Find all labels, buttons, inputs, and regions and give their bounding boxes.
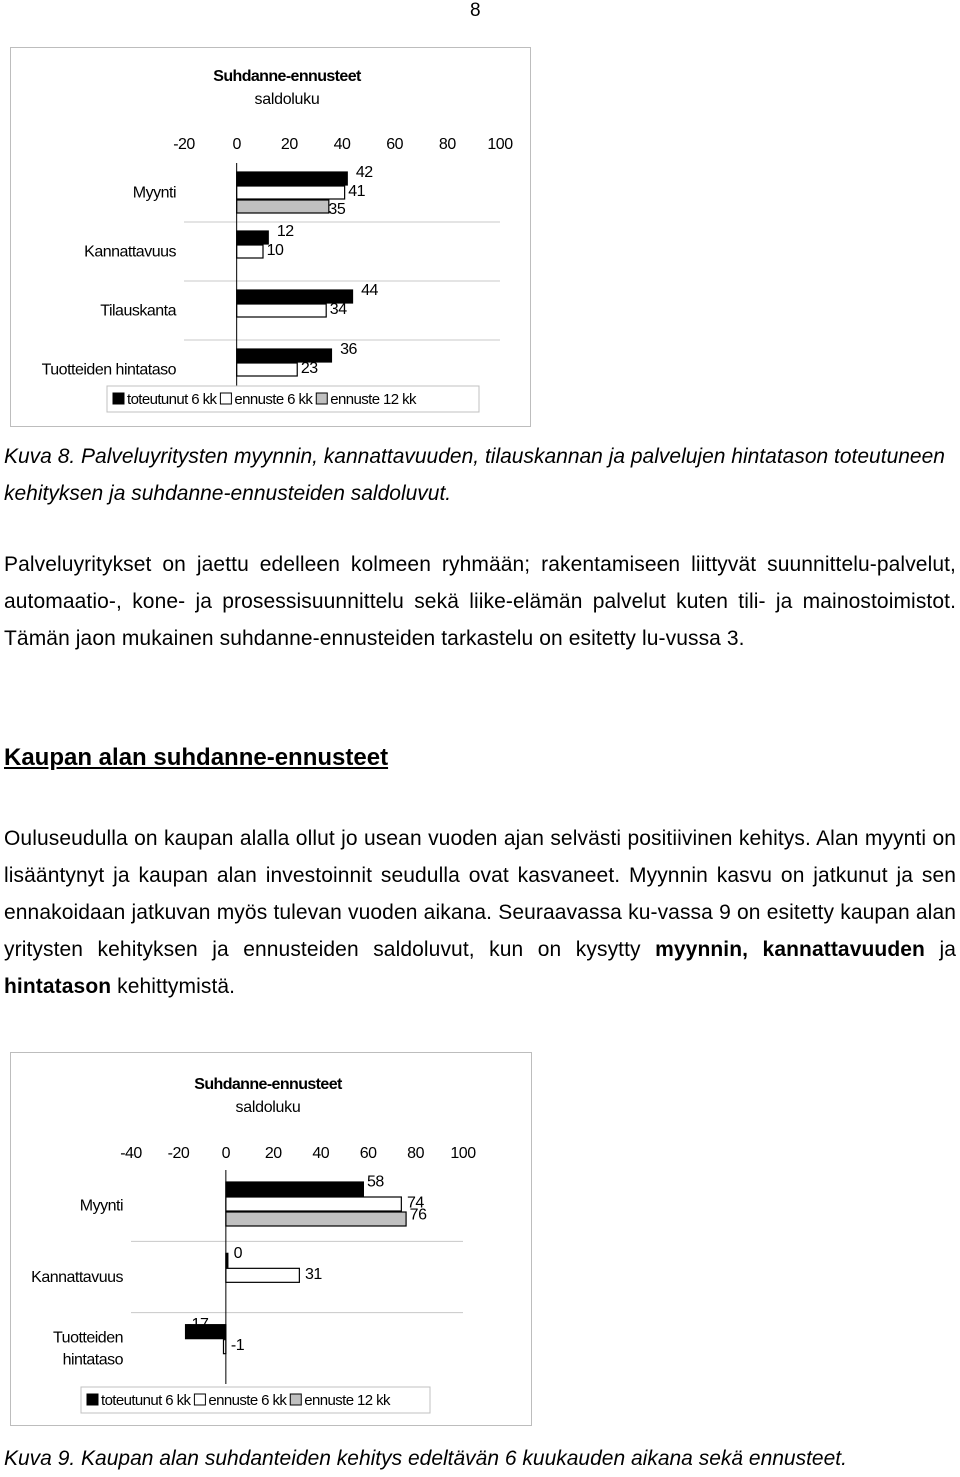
category-label: Tilauskanta <box>100 302 176 320</box>
legend-label: ennuste 6 kk <box>234 391 313 408</box>
chart-subtitle: saldoluku <box>254 91 320 108</box>
data-label: 42 <box>355 164 373 181</box>
x-tick-label: 0 <box>232 136 241 153</box>
x-tick-label: 40 <box>312 1145 330 1162</box>
paragraph-trade-end: kehittymistä. <box>111 975 236 998</box>
chart-subtitle: saldoluku <box>235 1099 301 1116</box>
legend-label: ennuste 6 kk <box>208 1392 287 1409</box>
category-label: Kannattavuus <box>31 1269 123 1286</box>
data-label: 31 <box>304 1265 322 1283</box>
x-tick-label: 20 <box>280 136 298 153</box>
chart-1-svg <box>11 48 530 426</box>
data-label: 23 <box>300 360 318 377</box>
figure-9-caption: Kuva 9. Kaupan alan suhdanteiden kehitys edeltävän 6 kuukauden aikana sekä ennusteet. <box>4 1447 847 1470</box>
category-label: Tuotteiden hintataso <box>41 361 176 379</box>
x-tick-label: 80 <box>407 1145 424 1162</box>
x-tick-label: 80 <box>438 136 456 153</box>
data-label: 34 <box>329 301 347 318</box>
paragraph-trade-mid: ja <box>924 938 956 961</box>
x-tick-label: 100 <box>450 1145 476 1162</box>
page-number: 8 <box>470 0 481 21</box>
bar-toteutunut-6-kk <box>237 172 348 185</box>
x-tick-label: 100 <box>487 136 513 153</box>
bar-ennuste-12-kk <box>237 200 329 213</box>
data-label: 10 <box>266 242 284 259</box>
x-tick-label: 40 <box>333 136 351 153</box>
x-tick-label: 60 <box>386 136 404 153</box>
data-label: 41 <box>348 183 366 200</box>
category-label: hintataso <box>62 1351 123 1369</box>
bar-toteutunut-6-kk <box>237 231 269 244</box>
x-tick-label: 60 <box>359 1145 377 1162</box>
data-label: 74 <box>406 1194 424 1212</box>
legend-label: ennuste 12 kk <box>330 391 416 408</box>
data-label: -1 <box>230 1337 245 1355</box>
legend-swatch <box>220 393 231 404</box>
data-label: 58 <box>367 1173 384 1191</box>
category-label: Myynti <box>132 184 176 202</box>
chart-1 <box>10 47 531 427</box>
chart-title: Suhdanne-ennusteet <box>213 68 361 85</box>
category-label: Kannattavuus <box>84 243 176 261</box>
chart-2-svg <box>11 1053 531 1425</box>
data-label: 76 <box>409 1206 427 1224</box>
paragraph-trade <box>4 820 956 1005</box>
legend-label: toteutunut 6 kk <box>127 391 217 408</box>
section-heading: Kaupan alan suhdanne-ennusteet <box>4 744 389 771</box>
x-tick-label: 20 <box>264 1145 282 1162</box>
chart-2 <box>10 1052 532 1426</box>
x-tick-label: -40 <box>120 1145 142 1162</box>
bar-ennuste-6-kk <box>237 304 327 317</box>
data-label: 36 <box>340 341 357 358</box>
x-tick-label: -20 <box>167 1145 190 1162</box>
x-tick-label: -20 <box>173 136 195 153</box>
paragraph-services: Palveluyritykset on jaettu edelleen kolmeen ryhmään; rakentamiseen liittyvät suunnittelu-palvelut, automaatio-, kone- ja prosessisuunnittelu sekä liike-elämän palvelut kuten tili- ja mainostoimistot. Tämän jaon mukainen suhdanne-ennusteiden tarkastelu on esitetty lu-vussa 3. <box>4 553 956 650</box>
legend-swatch <box>87 1394 98 1405</box>
legend-swatch <box>113 393 124 404</box>
data-label: 35 <box>328 201 346 218</box>
legend-swatch <box>194 1394 205 1405</box>
data-label: 12 <box>276 223 294 240</box>
category-label: Myynti <box>79 1197 123 1215</box>
bar-ennuste-6-kk <box>237 363 298 376</box>
bar-ennuste-6-kk <box>226 1197 401 1211</box>
bar-ennuste-6-kk <box>226 1268 300 1282</box>
paragraph-trade-bold2: hintatason <box>4 975 112 998</box>
legend-swatch <box>290 1394 301 1405</box>
bar-ennuste-12-kk <box>226 1212 406 1226</box>
category-label: Tuotteiden <box>52 1329 123 1347</box>
legend-label: toteutunut 6 kk <box>101 1392 191 1409</box>
data-label: -17 <box>186 1316 209 1334</box>
chart-title: Suhdanne-ennusteet <box>194 1076 342 1093</box>
legend-swatch <box>316 393 327 404</box>
figure-8-caption: Kuva 8. Palveluyritysten myynnin, kannattavuuden, tilauskannan ja palvelujen hintatason toteutuneen kehityksen ja suhdanne-ennusteiden saldoluvut. <box>4 445 945 505</box>
legend-label: ennuste 12 kk <box>304 1392 390 1409</box>
bar-toteutunut-6-kk <box>226 1182 364 1196</box>
bar-ennuste-6-kk <box>237 245 263 258</box>
x-tick-label: 0 <box>221 1145 231 1162</box>
data-label: 0 <box>233 1244 243 1262</box>
data-label: 44 <box>361 282 378 299</box>
paragraph-trade-start: Ouluseudulla on kaupan alalla ollut jo usean vuoden ajan selvästi positiivinen kehitys. Alan myynti on lisääntynyt ja kaupan alan investoinnit seudulla ovat kasvaneet. Myynnin kasvu on jatkunut ja sen ennakoidaan jatkuvan myös tulevan vuoden aikana. Seuraavassa ku-vassa 9 on esitetty kaupan alan yritysten kehityksen ja ennusteiden saldoluvut, kun on kysytty <box>4 827 956 961</box>
bar-ennuste-6-kk <box>237 186 345 199</box>
paragraph-trade-bold1: myynnin, kannattavuuden <box>655 938 925 961</box>
